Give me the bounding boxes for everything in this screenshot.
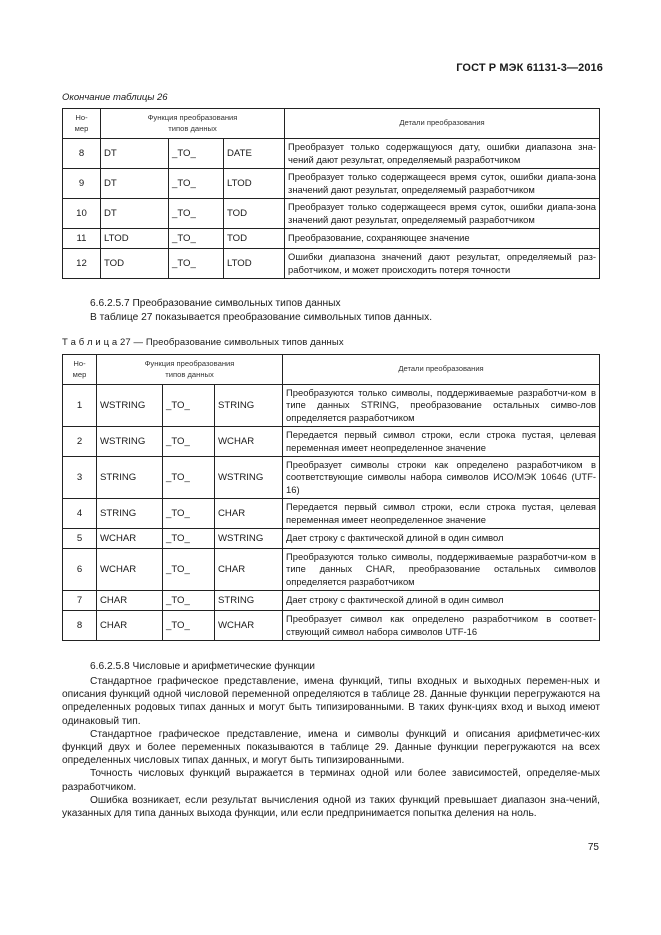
conversion-operator: _TO_ [163,529,215,549]
target-type: STRING [215,591,283,611]
conversion-operator: _TO_ [169,169,224,199]
conversion-details: Преобразование, сохраняющее значение [285,229,600,249]
row-number: 6 [63,549,97,591]
table-row [63,427,600,457]
row-number: 3 [63,457,97,499]
source-type: STRING [97,499,163,529]
source-type: TOD [101,249,169,279]
paragraph: Точность числовых функций выражается в терминах одной или более зависимостей, определяе-мых разработчиком. [62,768,600,793]
target-type: DATE [224,139,285,169]
target-type: STRING [215,385,283,427]
source-type: LTOD [101,229,169,249]
table-row [63,139,600,169]
source-type: DT [101,169,169,199]
conversion-details: Преобразует только содержащуюся дату, ошибки диапазона зна-чений дают результат, определяемый разработчиком [285,139,600,169]
row-number: 10 [63,199,101,229]
table-27 [62,354,600,641]
conversion-details: Преобразует символ как определено разработчиком в соответ-ствующий символ набора символов UTF-16 [283,611,600,641]
conversion-details: Преобразует символы строки как определено разработчиком в соответствующие символы набора символов ИСО/МЭК 10646 (UTF-16) [283,457,600,499]
conversion-details: Преобразуются только символы, поддерживаемые разработчи-ком в типе данных STRING, преобразование остальных симво-лов определяется разработчиком [283,385,600,427]
row-number: 8 [63,139,101,169]
target-type: WSTRING [215,457,283,499]
target-type: CHAR [215,499,283,529]
conversion-operator: _TO_ [163,427,215,457]
paragraph: Ошибка возникает, если результат вычисления одной из таких функций превышает диапазон зна-чений, указанных для типа данных выхода функции, или если предпринимается попытка деления на ноль. [62,794,600,820]
section-6-6-2-5-7-title: 6.6.2.5.7 Преобразование символьных типов данных [90,298,341,309]
target-type: CHAR [215,549,283,591]
conversion-operator: _TO_ [163,385,215,427]
target-type: LTOD [224,249,285,279]
table-row [63,529,600,549]
table-row [63,591,600,611]
section-6-6-2-5-8-title: 6.6.2.5.8 Числовые и арифметические функции [90,661,315,672]
table-row [63,169,600,199]
conversion-operator: _TO_ [163,591,215,611]
conversion-operator: _TO_ [169,249,224,279]
table-row [63,549,600,591]
target-type: WSTRING [215,529,283,549]
conversion-details: Преобразует только содержащееся время суток, ошибки диапа-зона значений дают результат, определяемый разработчиком [285,199,600,229]
row-number: 9 [63,169,101,199]
source-type: CHAR [97,611,163,641]
conversion-operator: _TO_ [169,139,224,169]
source-type: WSTRING [97,385,163,427]
target-type: WCHAR [215,427,283,457]
table27-caption: Т а б л и ц а 27 — Преобразование символьных типов данных [62,337,344,348]
header-num: Но- мер [63,355,97,385]
table-row [63,457,600,499]
row-number: 12 [63,249,101,279]
source-type: WSTRING [97,427,163,457]
conversion-details: Дает строку с фактической длиной в один символ [283,529,600,549]
header-details: Детали преобразования [283,355,600,385]
header-function: Функция преобразования типов данных [101,109,285,139]
table-row [63,499,600,529]
conversion-operator: _TO_ [163,549,215,591]
conversion-details: Передается первый символ строки, если строка пустая, целевая переменная имеет неопределенное значение [283,499,600,529]
table-row [63,385,600,427]
table-26 [62,108,600,279]
conversion-details: Ошибки диапазона значений дают результат, определяемый раз-работчиком, и может происходить потеря точности [285,249,600,279]
row-number: 1 [63,385,97,427]
conversion-operator: _TO_ [163,457,215,499]
target-type: TOD [224,199,285,229]
conversion-details: Дает строку с фактической длиной в один символ [283,591,600,611]
section-6-6-2-5-7-text: В таблице 27 показывается преобразование символьных типов данных. [90,312,433,323]
table26-caption: Окончание таблицы 26 [62,92,168,103]
target-type: WCHAR [215,611,283,641]
row-number: 11 [63,229,101,249]
row-number: 5 [63,529,97,549]
paragraph: Стандартное графическое представление, имена функций, типы входных и выходных перемен-ных и описания функций одной числовой переменной определяются в таблице 28. Данные функции перегружаются на определенных родовых типах данных и могут быть типизированными. В таких функ-циях вход и выход имеют одинаковый тип. [62,676,600,727]
source-type: CHAR [97,591,163,611]
target-type: TOD [224,229,285,249]
table-row [63,249,600,279]
paragraph: Стандартное графическое представление, имена и символы функций и описания арифметичес-ких функций двух и более переменных показываются в таблице 29. Данные функции перегружаются на всех определенных числовых типах данных, и могут быть типизированными. [62,728,600,767]
row-number: 7 [63,591,97,611]
row-number: 4 [63,499,97,529]
table-row [63,611,600,641]
source-type: DT [101,139,169,169]
standard-header: ГОСТ Р МЭК 61131-3—2016 [456,62,603,74]
source-type: DT [101,199,169,229]
source-type: STRING [97,457,163,499]
header-num: Но- мер [63,109,101,139]
conversion-operator: _TO_ [163,611,215,641]
section-6-6-2-5-8-body [62,675,600,820]
row-number: 2 [63,427,97,457]
conversion-details: Преобразует только содержащееся время суток, ошибки диапа-зона значений дают результат, определяемый разработчиком [285,169,600,199]
source-type: WCHAR [97,529,163,549]
target-type: LTOD [224,169,285,199]
page-number: 75 [587,842,599,853]
table-row [63,199,600,229]
table-row [63,229,600,249]
conversion-operator: _TO_ [169,199,224,229]
conversion-details: Преобразуются только символы, поддерживаемые разработчи-ком в типе данных CHAR, преобразование остальных символов определяется разработчиком [283,549,600,591]
header-function: Функция преобразования типов данных [97,355,283,385]
conversion-operator: _TO_ [169,229,224,249]
row-number: 8 [63,611,97,641]
source-type: WCHAR [97,549,163,591]
header-details: Детали преобразования [285,109,600,139]
conversion-operator: _TO_ [163,499,215,529]
conversion-details: Передается первый символ строки, если строка пустая, целевая переменная имеет неопределенное значение [283,427,600,457]
